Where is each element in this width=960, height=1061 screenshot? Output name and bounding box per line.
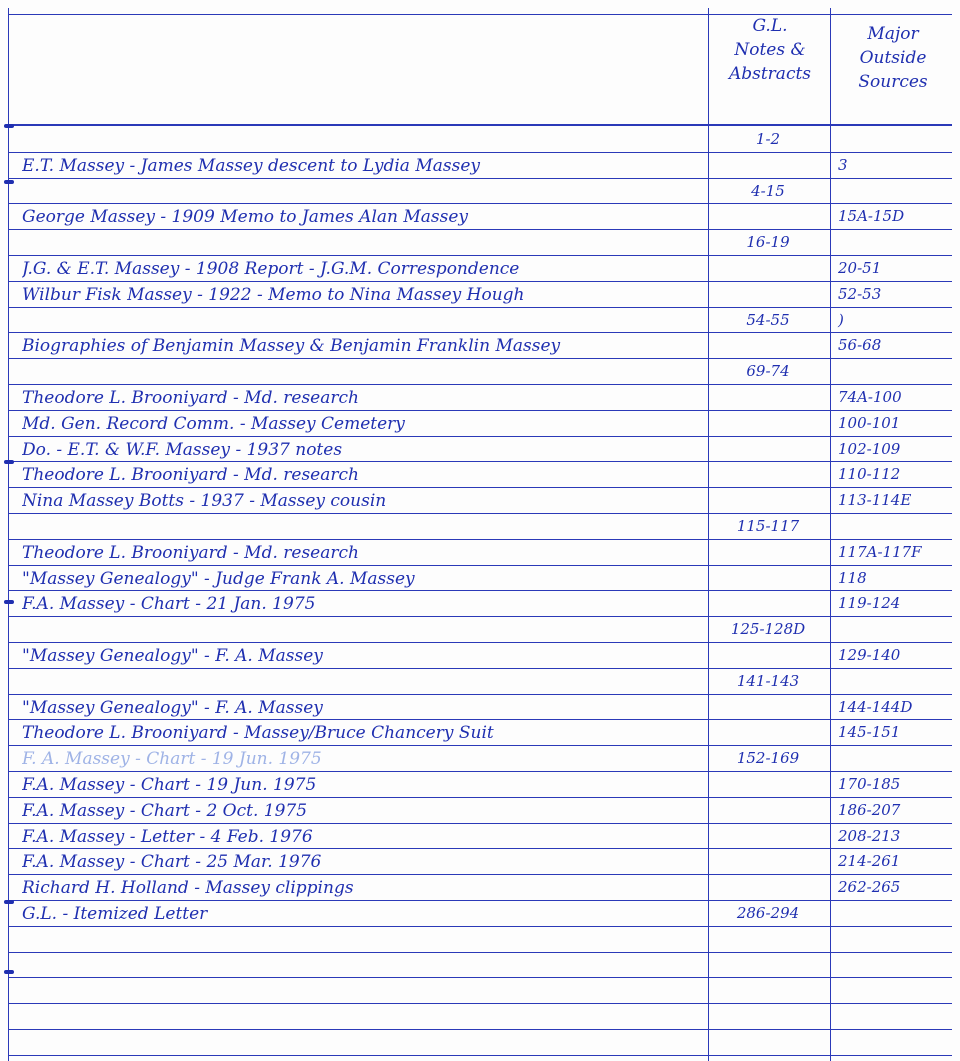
- row-rule: [8, 694, 952, 695]
- sources-header-line-1: Major: [867, 24, 919, 44]
- row-entry: J.G. & E.T. Massey - 1908 Report - J.G.M. Correspondence: [22, 259, 520, 279]
- row-source-pages: 145-151: [838, 723, 901, 742]
- row-rule: [8, 384, 952, 385]
- row-notes-pages: 152-169: [736, 749, 800, 768]
- ledger-row: [0, 332, 960, 358]
- row-source-pages: 186-207: [838, 800, 901, 819]
- ledger-row: [0, 668, 960, 694]
- notes-header-line-2: Notes &: [734, 40, 806, 60]
- row-entry: Nina Massey Botts - 1937 - Massey cousin: [22, 491, 387, 512]
- row-rule: [8, 565, 952, 566]
- row-entry: F.A. Massey - Chart - 25 Mar. 1976: [22, 852, 322, 873]
- blank-rule: [8, 1003, 952, 1004]
- row-entry: Theodore L. Brooniyard - Md. research: [22, 388, 359, 408]
- row-source-pages: ): [838, 310, 844, 329]
- margin-mark: [4, 900, 14, 904]
- ledger-row: [0, 410, 960, 436]
- row-entry: F.A. Massey - Chart - 2 Oct. 1975: [22, 800, 308, 821]
- row-rule: [8, 178, 952, 179]
- notes-column-header: [712, 14, 828, 86]
- row-rule: [8, 874, 952, 875]
- row-entry: F. A. Massey - Chart - 19 Jun. 1975: [22, 749, 322, 770]
- row-entry: F.A. Massey - Chart - 21 Jan. 1975: [22, 594, 316, 615]
- row-rule: [8, 487, 952, 488]
- ledger-row: [0, 539, 960, 565]
- ledger-row: [0, 771, 960, 797]
- row-rule: [8, 461, 952, 462]
- row-source-pages: 129-140: [838, 646, 901, 664]
- ledger-row: [0, 229, 960, 255]
- blank-rule: [8, 952, 952, 953]
- row-rule: [8, 848, 952, 849]
- row-entry: Biographies of Benjamin Massey & Benjamin Franklin Massey: [22, 336, 561, 357]
- row-rule: [8, 255, 952, 256]
- row-notes-pages: 125-128D: [730, 620, 806, 639]
- row-rule: [8, 745, 952, 746]
- row-entry: Theodore L. Brooniyard - Md. research: [22, 542, 359, 563]
- margin-mark: [4, 180, 14, 184]
- row-entry: Richard H. Holland - Massey clippings: [22, 878, 354, 899]
- ledger-row: [0, 900, 960, 926]
- row-entry: E.T. Massey - James Massey descent to Lydia Massey: [22, 155, 480, 176]
- ledger-row: [0, 565, 960, 591]
- row-source-pages: 170-185: [838, 775, 901, 793]
- row-rule: [8, 229, 952, 230]
- blank-rule: [8, 1029, 952, 1030]
- ledger-row: [0, 307, 960, 333]
- row-rule: [8, 926, 952, 927]
- row-entry: "Massey Genealogy" - F. A. Massey: [22, 697, 323, 718]
- row-entry: "Massey Genealogy" - F. A. Massey: [22, 646, 323, 666]
- row-rule: [8, 410, 952, 411]
- notes-header-line-3: Abstracts: [728, 64, 812, 84]
- ledger-row: [0, 178, 960, 204]
- row-source-pages: 100-101: [838, 413, 901, 432]
- row-rule: [8, 616, 952, 617]
- ledger-row: [0, 126, 960, 152]
- row-source-pages: 3: [838, 155, 848, 174]
- ledger-row: [0, 203, 960, 229]
- row-rule: [8, 771, 952, 772]
- row-rule: [8, 642, 952, 643]
- row-source-pages: 208-213: [838, 826, 901, 845]
- row-source-pages: 56-68: [838, 336, 882, 355]
- row-notes-pages: 54-55: [746, 310, 790, 329]
- margin-mark: [4, 460, 14, 464]
- ledger-row: [0, 487, 960, 513]
- row-entry: Do. - E.T. & W.F. Massey - 1937 notes: [22, 439, 343, 460]
- ledger-row: [0, 513, 960, 539]
- row-entry: Theodore L. Brooniyard - Massey/Bruce Chancery Suit: [22, 723, 494, 744]
- row-notes-pages: 4-15: [751, 181, 785, 200]
- row-notes-pages: 141-143: [736, 671, 800, 690]
- row-rule: [8, 900, 952, 901]
- row-rule: [8, 668, 952, 669]
- row-entry: Wilbur Fisk Massey - 1922 - Memo to Nina Massey Hough: [22, 284, 525, 305]
- ledger-row: [0, 436, 960, 462]
- row-rule: [8, 797, 952, 798]
- margin-mark: [4, 600, 14, 604]
- ledger-row: [0, 461, 960, 487]
- row-source-pages: 144-144D: [838, 697, 913, 716]
- row-entry: George Massey - 1909 Memo to James Alan Massey: [22, 207, 469, 228]
- row-notes-pages: 1-2: [755, 130, 781, 148]
- row-rule: [8, 590, 952, 591]
- row-source-pages: 119-124: [838, 594, 901, 613]
- ledger-row: [0, 152, 960, 178]
- row-source-pages: 117A-117F: [838, 542, 922, 561]
- row-entry: Md. Gen. Record Comm. - Massey Cemetery: [22, 413, 405, 434]
- row-notes-pages: 69-74: [746, 362, 790, 381]
- row-source-pages: 102-109: [838, 439, 901, 458]
- row-source-pages: 262-265: [838, 878, 901, 897]
- notes-header-line-1: G.L.: [752, 16, 788, 36]
- row-rule: [8, 719, 952, 720]
- row-entry: "Massey Genealogy" - Judge Frank A. Massey: [22, 568, 415, 589]
- ledger-row: [0, 590, 960, 616]
- sources-header-line-3: Sources: [858, 72, 928, 92]
- row-source-pages: 214-261: [838, 852, 901, 871]
- row-source-pages: 15A-15D: [838, 207, 905, 226]
- row-rule: [8, 203, 952, 204]
- row-notes-pages: 16-19: [746, 233, 790, 252]
- row-rule: [8, 436, 952, 437]
- row-rule: [8, 823, 952, 824]
- row-rule: [8, 152, 952, 153]
- row-entry: F.A. Massey - Chart - 19 Jun. 1975: [22, 775, 317, 795]
- row-source-pages: 113-114E: [838, 491, 912, 510]
- row-notes-pages: 115-117: [736, 517, 800, 535]
- ledger-row: [0, 281, 960, 307]
- ledger-row: [0, 642, 960, 668]
- margin-mark: [4, 124, 14, 128]
- row-source-pages: 52-53: [838, 284, 882, 303]
- ledger-row: [0, 848, 960, 874]
- blank-rule: [8, 1055, 952, 1056]
- ledger-row: [0, 384, 960, 410]
- ledger-row: [0, 797, 960, 823]
- margin-mark: [4, 970, 14, 974]
- ledger-row: [0, 255, 960, 281]
- ledger-row: [0, 745, 960, 771]
- row-rule: [8, 513, 952, 514]
- row-rule: [8, 307, 952, 308]
- row-source-pages: 118: [838, 568, 867, 587]
- ledger-row: [0, 694, 960, 720]
- ledger-row: [0, 874, 960, 900]
- row-source-pages: 20-51: [838, 259, 882, 277]
- row-entry: G.L. - Itemized Letter: [22, 904, 208, 924]
- ledger-row: [0, 358, 960, 384]
- row-notes-pages: 286-294: [736, 904, 800, 922]
- row-rule: [8, 281, 952, 282]
- row-rule: [8, 539, 952, 540]
- sources-header-line-2: Outside: [859, 48, 927, 68]
- row-source-pages: 110-112: [838, 465, 901, 484]
- sources-column-header: [834, 22, 952, 94]
- ledger-row: [0, 719, 960, 745]
- row-entry: Theodore L. Brooniyard - Md. research: [22, 465, 359, 486]
- ledger-row: [0, 823, 960, 849]
- row-entry: F.A. Massey - Letter - 4 Feb. 1976: [22, 826, 313, 847]
- blank-rule: [8, 977, 952, 978]
- ledger-row: [0, 616, 960, 642]
- row-rule: [8, 358, 952, 359]
- row-source-pages: 74A-100: [838, 388, 902, 406]
- row-rule: [8, 332, 952, 333]
